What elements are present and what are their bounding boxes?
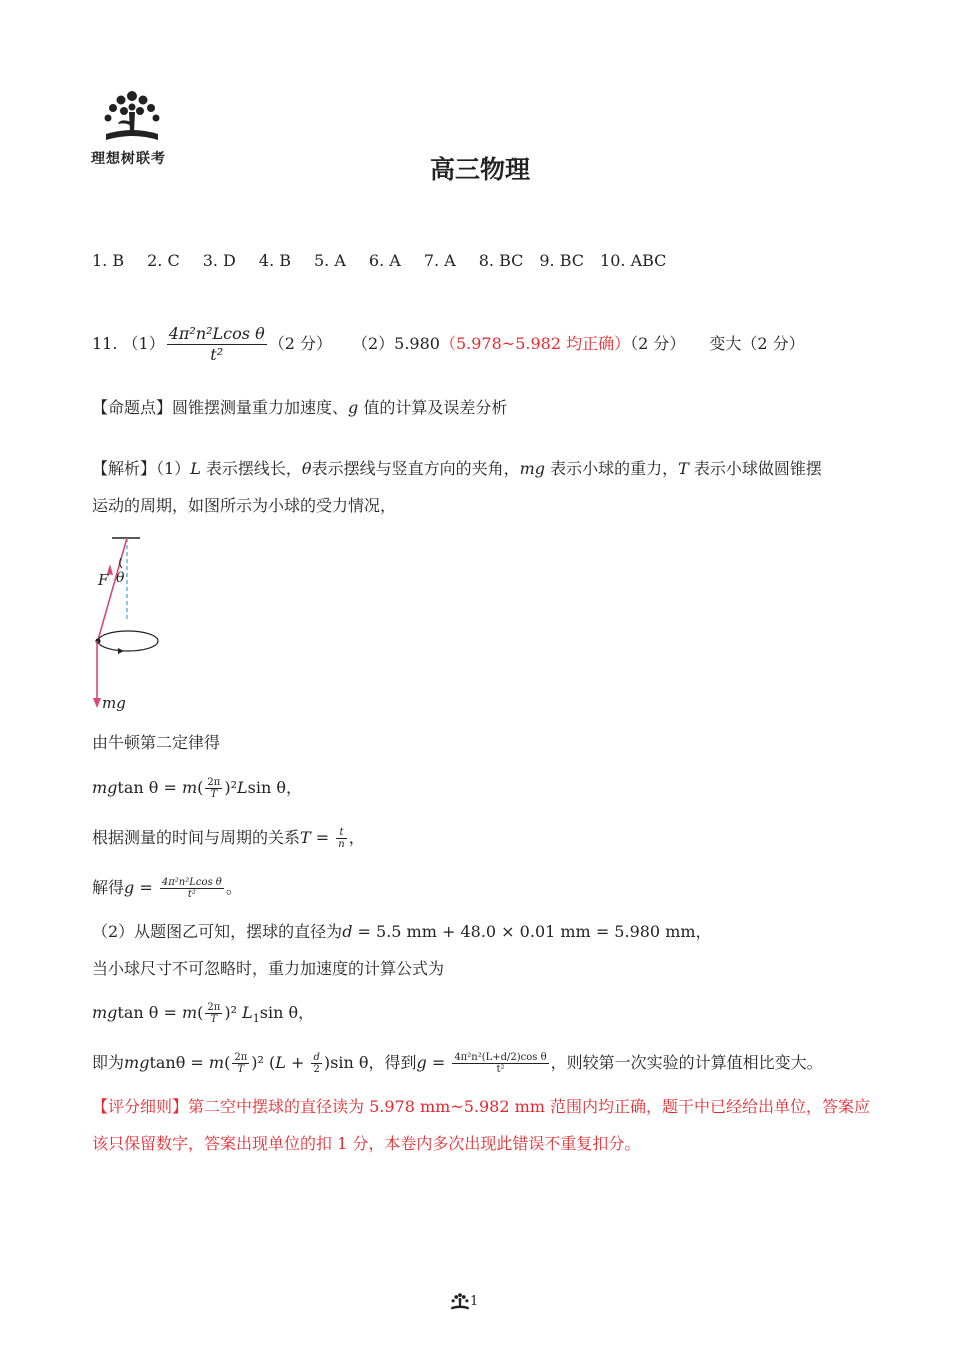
answer-item: 2. C (147, 251, 180, 270)
answer-key (92, 250, 689, 272)
analysis-line-1: 【解析】（1）L 表示摆线长，θ表示摆线与竖直方向的夹角，mg 表示小球的重力，T 表示小球做圆锥摆 (92, 459, 822, 478)
answer-item: 9. BC (539, 251, 585, 270)
solve-line: 解得g = $\frac{\text{4π²n²Lcos θ}}{\text{t²}}$ 。 (92, 877, 242, 900)
answer-item: 7. A (423, 251, 456, 270)
mg-label: mg (102, 694, 126, 712)
footer-logo-icon (450, 1292, 470, 1312)
answer-item: 10. ABC (600, 251, 667, 270)
period-line: 根据测量的时间与周期的关系T = $\frac{t}{n}$ ， (92, 827, 365, 850)
answer-item: 3. D (202, 251, 236, 270)
topic-line: 【命题点】圆锥摆测量重力加速度、g 值的计算及误差分析 (92, 398, 508, 417)
equation-2: mgtan θ = m( $\frac{2\pi}{T}$ )² $L_1\sin$ θ， (92, 1002, 315, 1026)
page-number: 1 (470, 1294, 479, 1309)
newton-line: 由牛顿第二定律得 (92, 733, 221, 752)
answer-item: 4. B (258, 251, 291, 270)
logo-text: 理想树联考 (91, 151, 166, 167)
logo-tree-icon (100, 88, 164, 148)
answer-item: 8. BC (478, 251, 524, 270)
scoring-line-1: 【评分细则】第二空中摆球的直径读为 5.978 mm~5.982 mm 范围内均正确，题干中已经给出单位，答案应 (92, 1097, 871, 1116)
theta-label: θ (116, 570, 125, 586)
part2-line-2: 当小球尺寸不可忽略时，重力加速度的计算公式为 (92, 959, 445, 978)
part2-line-1: （2）从题图乙可知，摆球的直径为d = 5.5 mm + 48.0 × 0.01 mm = 5.980 mm， (92, 922, 712, 941)
q11-fraction: $\frac{\text{4π²n²Lcos θ}}{\text{t²}}$ (168, 324, 265, 364)
equation-1: mgtan θ = m( $\frac{2\pi}{T}$ )²Lsin θ， (92, 777, 302, 800)
conical-pendulum-diagram (88, 530, 178, 720)
equation-3: 即为mgtanθ = m( $\frac{2\pi}{T}$ )² (L + $\frac{d}{2}$ )sin θ，得到g = $\frac{\text{4π²n²(L+d/2)cos θ}}{\text{t²}}$ ，则较第一次实验的计算值相比变大。 (92, 1052, 823, 1075)
page-title: 高三物理 (429, 155, 530, 184)
answer-item: 6. A (368, 251, 401, 270)
scoring-line-2: 该只保留数字，答案出现单位的扣 1 分，本卷内多次出现此错误不重复扣分。 (92, 1134, 641, 1153)
answer-item: 1. B (92, 251, 125, 270)
answer-item: 5. A (314, 251, 346, 270)
q11-red-note: （5.978~5.982 均正确） (439, 334, 631, 353)
q11-answer: 11. （1） $\frac{\text{4π²n²Lcos θ}}{\text{t²}}$ （2 分） （2）5.980（5.978~5.982 均正确）（2 分） 变大（2 分） (92, 324, 805, 364)
force-label: F (98, 571, 109, 589)
analysis-line-2: 运动的周期，如图所示为小球的受力情况， (92, 496, 397, 515)
